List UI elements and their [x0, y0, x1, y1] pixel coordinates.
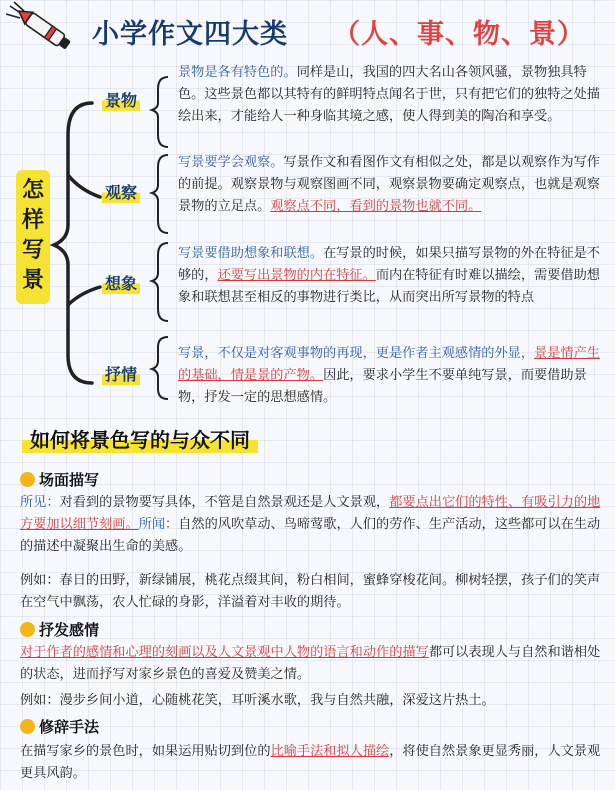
scene-paragraph-1 — [20, 492, 605, 558]
bullet-dot-icon — [20, 472, 35, 487]
rhetoric-paragraph — [20, 741, 605, 785]
desc-text: 因此，要求小学生不要单纯写景，而要借助景物，抒发一定的思想感情。 — [178, 368, 587, 405]
branch-label-emotion: 抒情 — [102, 362, 140, 385]
desc-lead: 景物是各有特色的。 — [178, 65, 297, 80]
page-title: 小学作文四大类 — [92, 19, 288, 50]
desc-highlight: 景是情产生的基础，情是景的产物。 — [178, 346, 600, 383]
desc-highlight: 观察点不同，看到的景物也就不同。 — [270, 199, 482, 214]
small-brace — [152, 77, 168, 147]
branch-label-observe: 观察 — [102, 180, 140, 203]
desc-text: 而内在特征有时难以描绘，需要借助想象和联想甚至相反的事物进行类比，从而突出所写景物的特点 — [178, 268, 600, 305]
bullet-dot-icon — [20, 719, 35, 734]
branch-desc-imagine — [178, 243, 606, 309]
desc-text: 在写景的时候，如果只描写景物的外在特征是不够的， — [178, 246, 600, 283]
desc-highlight: 还要写出景物的内在特征。 — [217, 268, 376, 283]
para-text: 在描写家乡的景色时，如果运用贴切到位的 — [20, 744, 271, 759]
subheading-emotion — [20, 619, 99, 640]
desc-text: 同样是山，我国的四大名山各领风骚，景物独具特色。这些景色都以其特有的鲜明特点闻名于世，只有把它们的独特之处描绘出来，才能给人一种身临其境之感，使人得到美的陶冶和享受。 — [178, 65, 600, 124]
para-highlight: 都要点出它们的特性、有吸引力的地方要加以细节刻画。 — [20, 495, 601, 532]
subheading-label: 抒发感情 — [39, 621, 100, 639]
center-char: 景 — [21, 268, 44, 293]
desc-lead: 写景要学会观察。 — [178, 155, 284, 170]
fountain-pen-icon — [2, 0, 82, 60]
section-title: 如何将景色写的与众不同 — [22, 424, 258, 453]
small-brace — [152, 243, 168, 321]
branch-label-scenery: 景物 — [102, 88, 140, 111]
scene-example: 例如：春日的田野，新绿铺展，桃花点缀其间，粉白相间，蜜蜂穿梭花间。柳树轻摆，孩子们的笑声在空气中飘荡，农人忙碌的身影，洋溢着对丰收的期待。 — [20, 573, 601, 610]
para-text: 对看到的景物要写具体，不管是自然景观还是人文景观， — [59, 495, 390, 510]
brace-curve — [54, 103, 92, 383]
desc-lead: 写景，不仅是对客观事物的再现，更是作者主观感情的外显， — [178, 346, 535, 361]
branch-desc-scenery — [178, 62, 606, 128]
para-text: 都可以表现人与自然和谐相处的状态，进而抒写对家乡景色的喜爱及赞美之情。 — [20, 645, 601, 682]
para-text: ，将使自然景象更显秀丽，人文景观更具风韵。 — [20, 744, 601, 781]
emotion-paragraph — [20, 642, 605, 686]
desc-text: 写景作文和看图作文有相似之处，都是以观察作为写作的前提。观察景物与观察图画不同，观察景物要确定观察点，也就是观察景物的立足点。 — [178, 155, 600, 214]
page-subtitle: （人、事、物、景） — [333, 19, 585, 50]
para-lead: 所见： — [20, 495, 60, 510]
small-brace — [152, 155, 168, 233]
subheading-rhetoric — [20, 716, 99, 737]
para-lead: 所闻： — [138, 517, 179, 532]
subheading-label: 修辞手法 — [39, 718, 100, 736]
emotion-example: 例如：漫步乡间小道，心随桃花笑，耳听溪水歌，我与自然共融，深爱这片热土。 — [20, 693, 495, 708]
subheading-scene — [20, 469, 99, 490]
para-highlight: 比喻手法和拟人描绘 — [270, 744, 390, 759]
subheading-label: 场面描写 — [39, 471, 100, 489]
branch-desc-emotion — [178, 343, 606, 409]
para-highlight: 对于作者的感情和心理的刻画以及人文景观中人物的语言和动作的描写 — [20, 645, 429, 660]
brace-curve — [68, 175, 100, 197]
center-char: 样 — [21, 208, 44, 233]
para-text: 自然的风吹草动、鸟啼莺歌，人们的劳作、生产活动，这些都可以在生动的描述中凝聚出生命的美感。 — [20, 517, 601, 554]
bullet-dot-icon — [20, 622, 35, 637]
small-brace — [152, 337, 168, 399]
branch-label-imagine: 想象 — [102, 271, 140, 294]
center-char: 怎 — [21, 178, 44, 203]
desc-lead: 写景要借助想象和联想。 — [178, 246, 324, 261]
brace-curve — [68, 287, 100, 305]
center-char: 写 — [21, 238, 44, 263]
branch-desc-observe — [178, 152, 606, 218]
